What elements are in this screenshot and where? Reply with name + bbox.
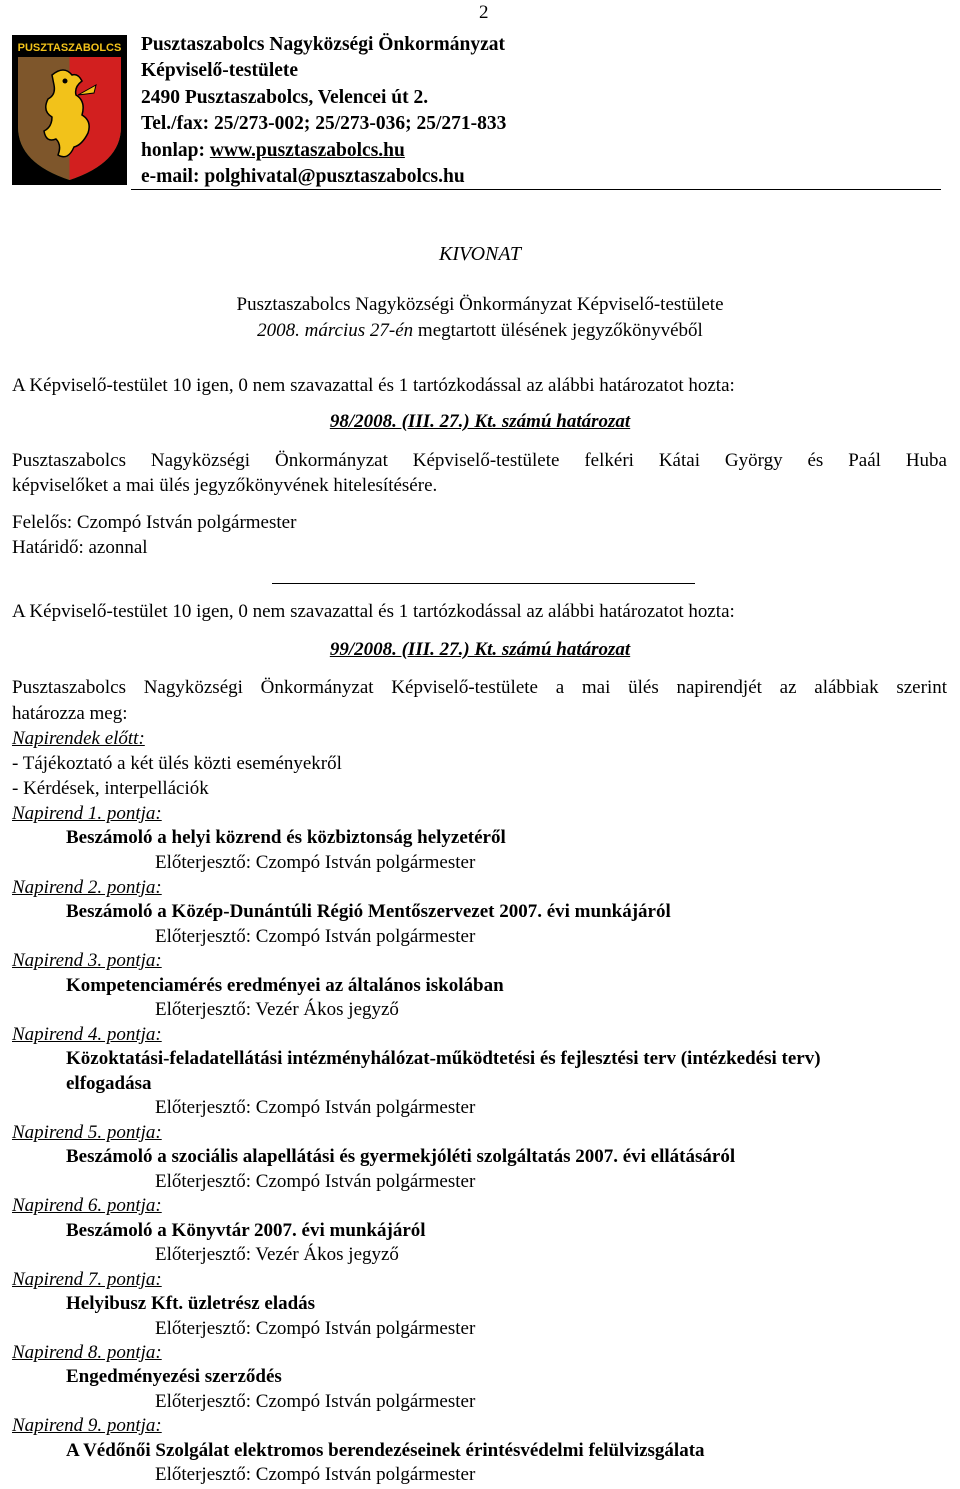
header-divider [131,189,941,190]
agenda-presenter-2: Előterjesztő: Czompó István polgármester [155,926,476,947]
logo-text: PUSZTASZABOLCS [17,42,122,54]
agenda-title-9: A Védőnői Szolgálat elektromos berendezéseinek érintésvédelmi felülvizsgálata [66,1440,705,1461]
agenda-title-2: Beszámoló a Közép-Dunántúli Régió Mentőszervezet 2007. évi munkájáról [66,901,671,922]
before-agenda-heading: Napirendek előtt: [12,728,145,749]
agenda-heading-1: Napirend 1. pontja: [12,803,162,824]
letterhead-phone: Tel./fax: 25/273-002; 25/273-036; 25/271-833 [141,113,507,135]
agenda-heading-8: Napirend 8. pontja: [12,1342,162,1363]
agenda-presenter-6: Előterjesztő: Vezér Ákos jegyző [155,1244,399,1265]
resolution-1-deadline: Határidő: azonnal [12,537,148,558]
before-agenda-item-2: - Kérdések, interpellációk [12,778,209,799]
coat-of-arms-logo [12,35,127,185]
website-link[interactable]: www.pusztaszabolcs.hu [209,139,405,161]
agenda-heading-9: Napirend 9. pontja: [12,1415,162,1436]
agenda-title-4: Közoktatási-feladatellátási intézményhálózat-működtetési és fejlesztési terv (intézkedési terv) [66,1048,821,1069]
letterhead-email: e-mail: polghivatal@pusztaszabolcs.hu [141,166,465,188]
resolution-2-text-line2: határozza meg: [12,703,128,724]
letterhead-name: Pusztaszabolcs Nagyközségi Önkormányzat [141,34,505,55]
page-number: 2 [479,2,489,23]
agenda-presenter-3: Előterjesztő: Vezér Ákos jegyző [155,999,399,1020]
letterhead [141,32,506,190]
letterhead-website: honlap: www.pusztaszabolcs.hu [141,139,405,161]
agenda-presenter-8: Előterjesztő: Czompó István polgármester [155,1391,476,1412]
letterhead-body: Képviselő-testülete [141,60,299,82]
document-title: KIVONAT [438,243,521,265]
resolution-1-text-line1: Pusztaszabolcs Nagyközségi Önkormányzat Képviselő-testülete felkéri Kátai György és Paál Huba [12,450,947,471]
agenda-title-7: Helyibusz Kft. üzletrész eladás [66,1293,316,1314]
letterhead-address: 2490 Pusztaszabolcs, Velencei út 2. [141,86,429,108]
agenda-heading-4: Napirend 4. pontja: [12,1024,162,1045]
agenda-title-3: Kompetenciamérés eredményei az általános iskolában [66,975,504,996]
agenda-presenter-4: Előterjesztő: Czompó István polgármester [155,1097,476,1118]
agenda-presenter-9: Előterjesztő: Czompó István polgármester [155,1464,476,1485]
subtitle-line1: Pusztaszabolcs Nagyközségi Önkormányzat Képviselő-testülete [236,294,724,315]
resolution-1-text-line2: képviselőket a mai ülés jegyzőkönyvének hitelesítésére. [12,475,438,496]
agenda-presenter-1: Előterjesztő: Czompó István polgármester [155,852,476,873]
agenda-heading-3: Napirend 3. pontja: [12,950,162,971]
agenda-heading-5: Napirend 5. pontja: [12,1122,162,1143]
subtitle-line2: 2008. március 27-én megtartott ülésének jegyzőkönyvéből [257,320,703,341]
resolution-1-title: 98/2008. (III. 27.) Kt. számú határozat [329,411,631,432]
agenda-title-4-cont: elfogadása [66,1073,152,1094]
vote-line-1: A Képviselő-testület 10 igen, 0 nem szavazattal és 1 tartózkodással az alábbi határozatot hozta: [12,375,735,396]
agenda-title-6: Beszámoló a Könyvtár 2007. évi munkájáról [66,1220,426,1241]
agenda-heading-7: Napirend 7. pontja: [12,1269,162,1290]
section-divider [272,583,695,584]
agenda-title-5: Beszámoló a szociális alapellátási és gyermekjóléti szolgáltatás 2007. évi ellátásáról [66,1146,736,1167]
vote-line-2: A Képviselő-testület 10 igen, 0 nem szavazattal és 1 tartózkodással az alábbi határozatot hozta: [12,601,735,622]
resolution-2-text-line1: Pusztaszabolcs Nagyközségi Önkormányzat Képviselő-testülete a mai ülés napirendjét az alábbiak szerint [12,677,947,698]
agenda-heading-2: Napirend 2. pontja: [12,877,162,898]
agenda-title-1: Beszámoló a helyi közrend és közbiztonság helyzetéről [66,827,506,848]
before-agenda-item-1: - Tájékoztató a két ülés közti eseményekről [12,753,342,774]
resolution-1-responsible: Felelős: Czompó István polgármester [12,512,297,533]
agenda-title-8: Engedményezési szerződés [66,1366,282,1387]
agenda-presenter-7: Előterjesztő: Czompó István polgármester [155,1318,476,1339]
agenda-heading-6: Napirend 6. pontja: [12,1195,162,1216]
agenda-presenter-5: Előterjesztő: Czompó István polgármester [155,1171,476,1192]
resolution-2-title: 99/2008. (III. 27.) Kt. számú határozat [329,639,631,660]
